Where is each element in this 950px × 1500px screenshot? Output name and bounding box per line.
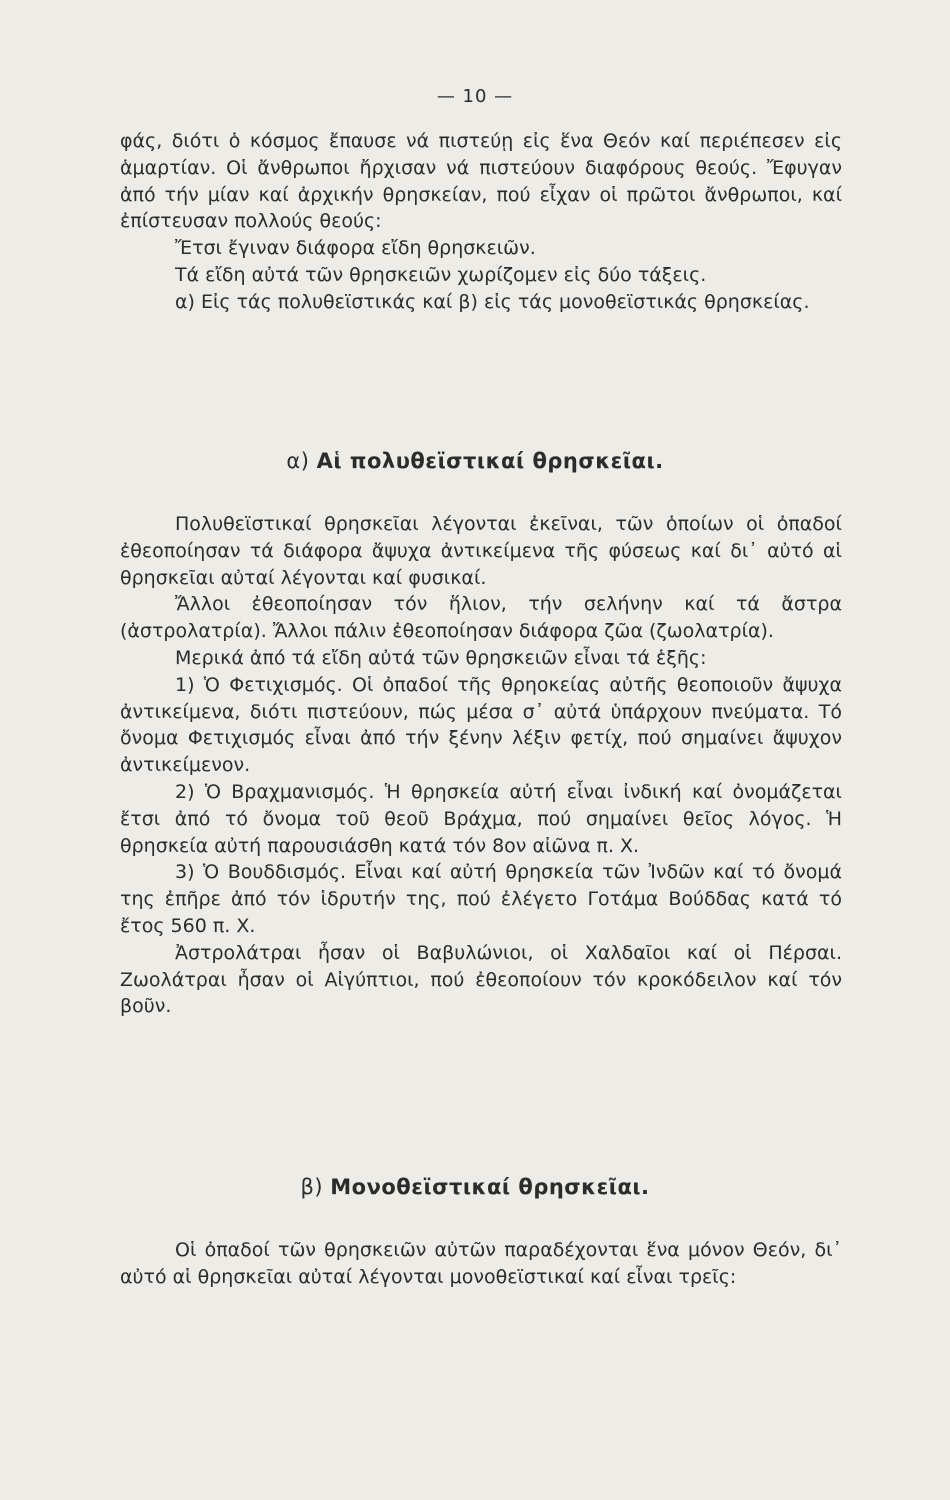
paragraph: Τά εἴδη αὐτά τῶν θρησκειῶν χωρίζομεν εἰς δύο τάξεις. [175,263,707,286]
list-item: 1) Ὁ Φετιχισμός. Οἱ ὀπαδοί τῆς θρηοκείας αὐτῆς θεοποιοῦν ἄψυχα ἀντικείμενα, διότι πιστεύουν, πώς μέσα σ᾽ αὐτά ὑπάρχουν πνεύματα. Τό ὄνομα Φετιχισμός εἶναι ἀπό τήν ξένην λέξιν φετίχ, πού σημαίνει ἄψυχον ἀντικείμενον. [120,673,842,777]
monotheistic-text [120,1237,842,1291]
paragraph: Μερικά ἀπό τά εἴδη αὐτά τῶν θρησκειῶν εἶναι τά ἑξῆς: [175,646,707,669]
section-heading-polytheistic [0,449,950,473]
paragraph: Οἱ ὀπαδοί τῶν θρησκειῶν αὐτῶν παραδέχονται ἕνα μόνον Θεόν, δι᾽ αὐτό αἱ θρησκεῖαι αὐταί λέγονται μονοθεϊστικαί καί εἶναι τρεῖς: [120,1239,842,1288]
intro-text [120,128,842,316]
heading-prefix: β) [300,1175,324,1199]
heading-title: Μονοθεϊστικαί θρησκεῖαι. [330,1175,650,1199]
paragraph: Ἔτσι ἔγιναν διάφορα εἴδη θρησκειῶν. [175,237,536,260]
paragraph: φάς, διότι ὁ κόσμος ἔπαυσε νά πιστεύῃ εἰς ἕνα Θεόν καί περιέπεσεν εἰς ἁμαρτίαν. Οἱ ἄνθρωποι ἤρχισαν νά πιστεύουν διαφόρους θεούς. Ἔφυγαν ἀπό τήν μίαν καί ἀρχικήν θρησκείαν, πού εἶχαν οἱ πρῶτοι ἄνθρωποι, καί ἐπίστευσαν πολλούς θεούς: [120,130,842,233]
paragraph: Ἄλλοι ἐθεοποίησαν τόν ἥλιον, τήν σελήνην καί τά ἄστρα (ἀστρολατρία). Ἄλλοι πάλιν ἐθεοποίησαν διάφορα ζῶα (ζωολατρία). [120,593,842,643]
page-number: — 10 — [436,86,514,107]
list-item: 3) Ὁ Βουδδισμός. Εἶναι καί αὐτή θρησκεία τῶν Ἰνδῶν καί τό ὄνομά της ἐπῆρε ἀπό τόν ἱδρυτήν της, πού ἐλέγετο Γοτάμα Βούδδας κατά τό ἔτος 560 π. Χ. [120,861,842,937]
paragraph: α) Εἰς τάς πολυθεϊστικάς καί β) εἰς τάς μονοθεϊστικάς θρησκείας. [175,290,810,313]
paragraph: Ἀστρολάτραι ἦσαν οἱ Βαβυλώνιοι, οἱ Χαλδαῖοι καί οἱ Πέρσαι. Ζωολάτραι ἦσαν οἱ Αἰγύπτιοι, πού ἐθεοποίουν τόν κροκόδειλον καί τόν βοῦν. [120,941,842,1018]
list-item: 2) Ὁ Βραχμανισμός. Ἡ θρησκεία αὐτή εἶναι ἰνδική καί ὀνομάζεται ἔτσι ἀπό τό ὄνομα τοῦ θεοῦ Βράχμα, πού σημαίνει θεῖος λόγος. Ἡ θρησκεία αὐτή παρουσιάσθη κατά τόν 8ον αἰῶνα π. Χ. [120,780,842,857]
heading-title: Αἱ πολυθεϊστικαί θρησκεῖαι. [316,449,664,473]
paragraph: Πολυθεϊστικαί θρησκεῖαι λέγονται ἐκεῖναι, τῶν ὁποίων οἱ ὀπαδοί ἐθεοποίησαν τά διάφορα ἄψυχα ἀντικείμενα τῆς φύσεως καί δι᾽ αὐτό αἱ θρησκεῖαι αὐταί λέγονται καί φυσικαί. [120,513,842,589]
polytheistic-text [120,511,842,1020]
section-heading-monotheistic [0,1175,950,1199]
heading-prefix: α) [286,449,310,473]
